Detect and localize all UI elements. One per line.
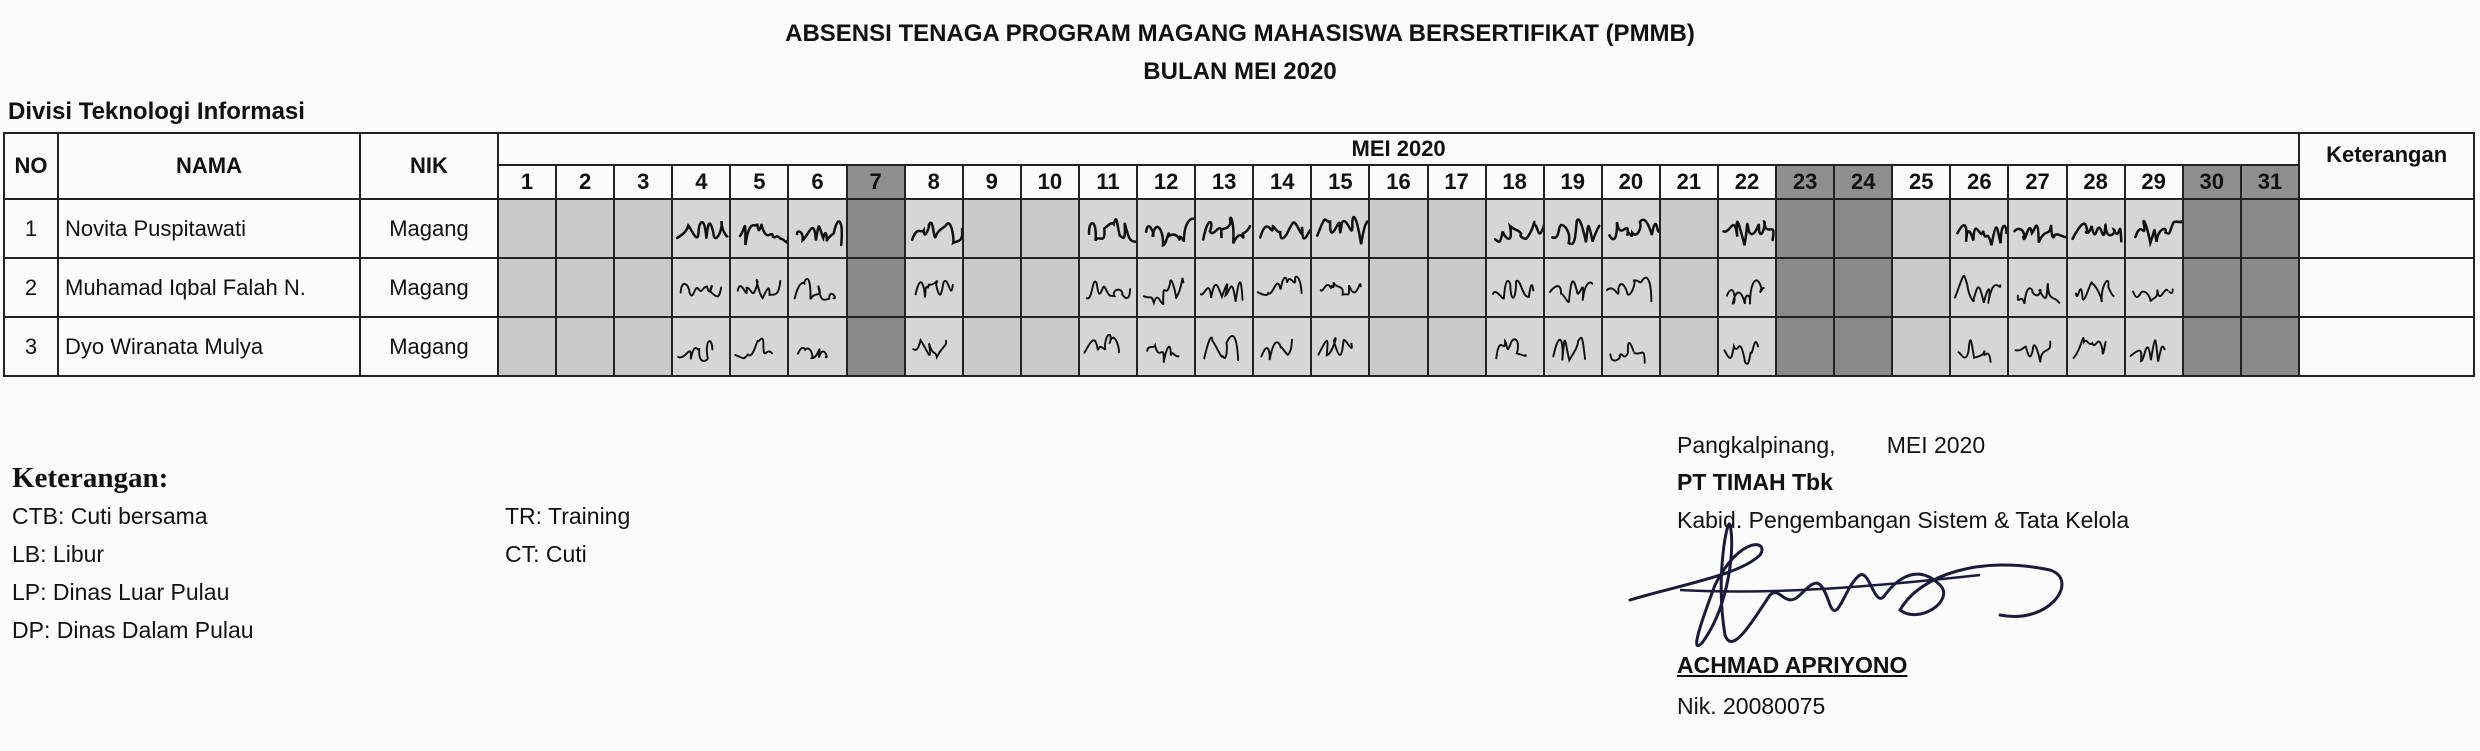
row-number: 3 — [4, 317, 58, 376]
attendance-empty-cell — [1021, 258, 1079, 317]
attendance-empty-cell — [1021, 317, 1079, 376]
signature-mark — [1951, 259, 2007, 316]
signature-mark — [2126, 200, 2182, 257]
day-header: 28 — [2067, 165, 2125, 199]
signature-mark — [906, 259, 962, 316]
attendance-signature-cell — [1950, 199, 2008, 258]
division-label: Divisi Teknologi Informasi — [8, 98, 305, 125]
day-header: 23 — [1776, 165, 1834, 199]
signature-mark — [1312, 318, 1368, 375]
signature-mark — [1138, 318, 1194, 375]
attendance-signature-cell — [1544, 199, 1602, 258]
signature-mark — [1138, 200, 1194, 257]
day-header: 18 — [1486, 165, 1544, 199]
signature-mark — [1196, 259, 1252, 316]
signature-mark — [1545, 259, 1601, 316]
signature-mark — [2068, 259, 2124, 316]
day-header: 29 — [2125, 165, 2183, 199]
day-header: 24 — [1834, 165, 1892, 199]
attendance-signature-cell — [1602, 199, 1660, 258]
attendance-signature-cell — [788, 199, 846, 258]
signature-mark — [1487, 200, 1543, 257]
attendance-empty-cell — [1428, 258, 1486, 317]
signature-mark — [1603, 318, 1659, 375]
attendance-signature-cell — [1602, 317, 1660, 376]
legend-title: Keterangan: — [12, 462, 169, 494]
attendance-signature-cell — [1195, 317, 1253, 376]
attendance-empty-cell — [1776, 317, 1834, 376]
attendance-signature-cell — [1079, 317, 1137, 376]
attendance-empty-cell — [847, 258, 905, 317]
table-row — [4, 199, 2474, 258]
attendance-empty-cell — [847, 317, 905, 376]
attendance-empty-cell — [2241, 199, 2299, 258]
title-line-2: BULAN MEI 2020 — [1143, 58, 1337, 85]
attendance-empty-cell — [498, 258, 556, 317]
attendance-signature-cell — [1253, 199, 1311, 258]
attendance-empty-cell — [1892, 258, 1950, 317]
row-keterangan — [2299, 199, 2474, 258]
day-header: 25 — [1892, 165, 1950, 199]
attendance-signature-cell — [1718, 199, 1776, 258]
row-keterangan — [2299, 317, 2474, 376]
day-header: 31 — [2241, 165, 2299, 199]
attendance-empty-cell — [1776, 199, 1834, 258]
attendance-signature-cell — [905, 199, 963, 258]
signature-mark — [2009, 318, 2065, 375]
attendance-empty-cell — [1660, 199, 1718, 258]
signature-mark — [906, 200, 962, 257]
signature-mark — [1487, 318, 1543, 375]
legend-tr: TR: Training — [505, 503, 631, 529]
attendance-signature-cell — [1311, 258, 1369, 317]
attendance-signature-cell — [2067, 258, 2125, 317]
header-keterangan: Keterangan — [2299, 133, 2474, 199]
day-header: 2 — [556, 165, 614, 199]
signer-position: Kabid. Pengembangan Sistem & Tata Kelola — [1677, 507, 2130, 533]
attendance-empty-cell — [556, 199, 614, 258]
attendance-signature-cell — [2008, 317, 2066, 376]
attendance-signature-cell — [788, 258, 846, 317]
signature-mark — [1603, 200, 1659, 257]
attendance-empty-cell — [1369, 199, 1427, 258]
signature-mark — [731, 318, 787, 375]
attendance-signature-cell — [1486, 199, 1544, 258]
signature-mark — [906, 318, 962, 375]
attendance-empty-cell — [2241, 317, 2299, 376]
attendance-signature-cell — [2125, 258, 2183, 317]
attendance-signature-cell — [1602, 258, 1660, 317]
day-header: 1 — [498, 165, 556, 199]
attendance-empty-cell — [2183, 258, 2241, 317]
day-header: 6 — [788, 165, 846, 199]
signer-nik: Nik. 20080075 — [1677, 693, 1826, 719]
attendance-signature-cell — [905, 258, 963, 317]
attendance-empty-cell — [498, 199, 556, 258]
attendance-signature-cell — [2008, 258, 2066, 317]
attendance-empty-cell — [1660, 258, 1718, 317]
day-header: 13 — [1195, 165, 1253, 199]
day-header: 19 — [1544, 165, 1602, 199]
day-header: 15 — [1311, 165, 1369, 199]
signature-mark — [1719, 200, 1775, 257]
signature-mark — [1254, 200, 1310, 257]
signature-mark — [1545, 318, 1601, 375]
attendance-empty-cell — [963, 199, 1021, 258]
attendance-signature-cell — [788, 317, 846, 376]
header-nik: NIK — [360, 133, 498, 199]
attendance-signature-cell — [1253, 317, 1311, 376]
day-header: 20 — [1602, 165, 1660, 199]
day-header: 4 — [672, 165, 730, 199]
attendance-signature-cell — [2125, 199, 2183, 258]
attendance-empty-cell — [556, 317, 614, 376]
attendance-empty-cell — [2183, 317, 2241, 376]
signature-mark — [1719, 259, 1775, 316]
day-header: 3 — [614, 165, 672, 199]
signature-mark — [673, 318, 729, 375]
signature-mark — [1196, 318, 1252, 375]
attendance-empty-cell — [498, 317, 556, 376]
attendance-signature-cell — [2067, 199, 2125, 258]
attendance-empty-cell — [963, 258, 1021, 317]
attendance-empty-cell — [847, 199, 905, 258]
attendance-empty-cell — [1834, 199, 1892, 258]
legend-dp: DP: Dinas Dalam Pulau — [12, 617, 254, 643]
attendance-signature-cell — [1137, 317, 1195, 376]
signer-name: ACHMAD APRIYONO — [1677, 652, 1908, 678]
attendance-empty-cell — [1776, 258, 1834, 317]
place-date: Pangkalpinang, MEI 2020 — [1677, 432, 1986, 458]
attendance-signature-cell — [1079, 199, 1137, 258]
day-header: 11 — [1079, 165, 1137, 199]
signature-mark — [1545, 200, 1601, 257]
legend-lp: LP: Dinas Luar Pulau — [12, 579, 230, 605]
signature-mark — [1080, 259, 1136, 316]
row-number: 2 — [4, 258, 58, 317]
attendance-signature-cell — [672, 199, 730, 258]
day-header: 17 — [1428, 165, 1486, 199]
signature-mark — [1138, 259, 1194, 316]
attendance-signature-cell — [672, 258, 730, 317]
attendance-signature-cell — [1950, 317, 2008, 376]
signature-mark — [2126, 318, 2182, 375]
attendance-signature-cell — [1486, 258, 1544, 317]
table-row — [4, 317, 2474, 376]
day-header: 27 — [2008, 165, 2066, 199]
attendance-signature-cell — [1137, 258, 1195, 317]
day-header: 30 — [2183, 165, 2241, 199]
attendance-signature-cell — [730, 317, 788, 376]
day-header: 5 — [730, 165, 788, 199]
day-header: 10 — [1021, 165, 1079, 199]
attendance-empty-cell — [556, 258, 614, 317]
attendance-signature-cell — [2125, 317, 2183, 376]
day-header: 22 — [1718, 165, 1776, 199]
attendance-empty-cell — [1660, 317, 1718, 376]
signature-mark — [731, 200, 787, 257]
attendance-signature-cell — [1079, 258, 1137, 317]
attendance-signature-cell — [1544, 317, 1602, 376]
attendance-empty-cell — [1428, 199, 1486, 258]
signature-mark — [1951, 200, 2007, 257]
attendance-signature-cell — [1137, 199, 1195, 258]
signature-mark — [1080, 200, 1136, 257]
table-row — [4, 258, 2474, 317]
signature-mark — [2068, 200, 2124, 257]
row-name: Dyo Wiranata Mulya — [58, 317, 360, 376]
row-number: 1 — [4, 199, 58, 258]
day-header: 12 — [1137, 165, 1195, 199]
attendance-signature-cell — [672, 317, 730, 376]
signature-mark — [789, 318, 845, 375]
attendance-empty-cell — [963, 317, 1021, 376]
attendance-table — [3, 132, 2475, 377]
attendance-empty-cell — [1892, 199, 1950, 258]
day-header: 21 — [1660, 165, 1718, 199]
attendance-signature-cell — [1718, 317, 1776, 376]
signature-mark — [1254, 259, 1310, 316]
day-header: 16 — [1369, 165, 1427, 199]
row-name: Muhamad Iqbal Falah N. — [58, 258, 360, 317]
attendance-empty-cell — [1369, 258, 1427, 317]
signature-mark — [789, 200, 845, 257]
attendance-signature-cell — [2008, 199, 2066, 258]
header-month: MEI 2020 — [498, 133, 2299, 165]
legend-lb: LB: Libur — [12, 541, 105, 567]
signature-mark — [1312, 200, 1368, 257]
attendance-empty-cell — [2183, 199, 2241, 258]
signature-mark — [2126, 259, 2182, 316]
attendance-empty-cell — [2241, 258, 2299, 317]
attendance-signature-cell — [730, 199, 788, 258]
attendance-empty-cell — [1021, 199, 1079, 258]
signature-mark — [731, 259, 787, 316]
attendance-signature-cell — [905, 317, 963, 376]
row-name: Novita Puspitawati — [58, 199, 360, 258]
legend-ctb: CTB: Cuti bersama — [12, 503, 208, 529]
signature-mark — [2009, 200, 2065, 257]
day-header: 9 — [963, 165, 1021, 199]
header-nama: NAMA — [58, 133, 360, 199]
chief-signature — [1620, 515, 2080, 665]
day-header: 7 — [847, 165, 905, 199]
signature-mark — [1719, 318, 1775, 375]
signature-mark — [1196, 200, 1252, 257]
signature-mark — [2009, 259, 2065, 316]
signature-mark — [1951, 318, 2007, 375]
day-header: 14 — [1253, 165, 1311, 199]
attendance-signature-cell — [1195, 199, 1253, 258]
attendance-signature-cell — [1718, 258, 1776, 317]
attendance-empty-cell — [614, 258, 672, 317]
attendance-signature-cell — [1544, 258, 1602, 317]
signature-mark — [1312, 259, 1368, 316]
day-header: 26 — [1950, 165, 2008, 199]
attendance-signature-cell — [1311, 199, 1369, 258]
attendance-empty-cell — [1369, 317, 1427, 376]
attendance-empty-cell — [1892, 317, 1950, 376]
row-keterangan — [2299, 258, 2474, 317]
legend-ct: CT: Cuti — [505, 541, 587, 567]
signature-mark — [1080, 318, 1136, 375]
signature-mark — [1487, 259, 1543, 316]
row-nik: Magang — [360, 258, 498, 317]
attendance-signature-cell — [1311, 317, 1369, 376]
signature-mark — [673, 259, 729, 316]
attendance-empty-cell — [1834, 317, 1892, 376]
attendance-signature-cell — [1253, 258, 1311, 317]
signature-mark — [1603, 259, 1659, 316]
attendance-empty-cell — [614, 317, 672, 376]
signature-mark — [2068, 318, 2124, 375]
attendance-signature-cell — [1195, 258, 1253, 317]
company-name: PT TIMAH Tbk — [1677, 469, 1833, 495]
signature-mark — [789, 259, 845, 316]
row-nik: Magang — [360, 317, 498, 376]
row-nik: Magang — [360, 199, 498, 258]
attendance-signature-cell — [730, 258, 788, 317]
signature-mark — [1254, 318, 1310, 375]
day-header: 8 — [905, 165, 963, 199]
attendance-signature-cell — [2067, 317, 2125, 376]
header-no: NO — [4, 133, 58, 199]
attendance-empty-cell — [614, 199, 672, 258]
attendance-empty-cell — [1428, 317, 1486, 376]
attendance-signature-cell — [1486, 317, 1544, 376]
attendance-empty-cell — [1834, 258, 1892, 317]
signature-mark — [673, 200, 729, 257]
attendance-signature-cell — [1950, 258, 2008, 317]
title-line-1: ABSENSI TENAGA PROGRAM MAGANG MAHASISWA BERSERTIFIKAT (PMMB) — [785, 20, 1695, 47]
